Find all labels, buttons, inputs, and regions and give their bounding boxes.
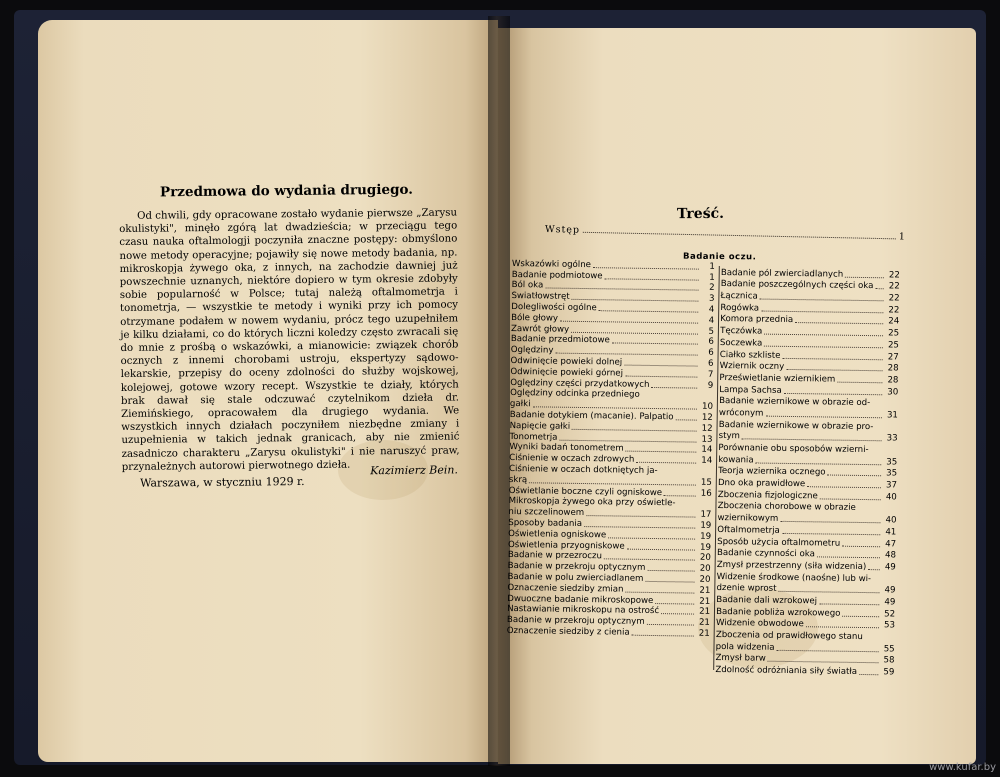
preface-paragraph: Od chwili, gdy opracowane zostało wydanie pierwsze „Zarysu okulistyki", minęło zgórą lat dwadzieścia; w przeciągu tego czasu nauka oftalmologji poczyniła znaczne postępy: obmyślono nowe metody operacyjne; pojawiły się nowe metody badania, np. mikroskopja żywego oka, z innych, na zachodzie dawniej już powszechnie uznanych, niektóre dopiero w tym okresie zdobyły sobie popularność w Polsce; tutaj należą oftalmometrja i tonometrja, — wszystkie te metody i wyniki przy ich pomocy otrzymane podałem w nowem wydaniu, prócz tego uzupełniłem je kilku działami, co do których liczni koledzy często zwracali się do mnie z prośbą o wskazówki, a mianowicie: związek chorób ocznych z innemi chorobami ustroju, ekspertyzy sądowo-lekarskie, przepisy do oceny zdolności do służby wojskowej, kolejowej, gotowe wzory recept. Wszystkie te działy, których brak dawał się stale odczuwać czytelnikom dzieła dr. Ziemińskiego, opracowałem dla drugiego wydania. We wszystkich innych działach poczyniłem niezbędne zmiany i uzupełnienia w takich jednak granicach, aby nie zmienić zasadniczo charakteru „Zarysu okulistyki" i nie naruszyć praw, przynależnych autorowi pierwotnego dzieła. xyxy=(119,207,460,473)
leader-dots xyxy=(584,526,695,529)
toc-entry-title: Oględziny xyxy=(510,345,554,356)
toc-entry-page: 28 xyxy=(887,363,899,374)
book-spine-gutter xyxy=(488,16,510,766)
leader-dots xyxy=(676,419,697,420)
leader-dots xyxy=(837,382,882,384)
leader-dots xyxy=(777,650,879,652)
toc-entry-title: Wziernik oczny xyxy=(719,361,785,373)
toc-entry-title: Oświetlenia ogniskowe xyxy=(508,528,607,541)
leader-dots xyxy=(661,613,694,614)
toc-entry-page: 59 xyxy=(883,667,895,678)
toc-entry-title: Badanie w przekroju optycznym xyxy=(506,615,645,627)
toc-entry-page: 35 xyxy=(886,457,898,468)
toc-entry-title: Oznaczenie siedziby z cienia xyxy=(506,625,630,638)
toc-entry-title: Badanie czynności oka xyxy=(716,548,815,560)
leader-dots xyxy=(599,310,699,312)
toc-entry-page: 3 xyxy=(708,293,715,305)
toc-entry-page: 19 xyxy=(700,531,712,542)
toc-entry-title: Tęczówka xyxy=(720,326,763,337)
leader-dots xyxy=(626,451,697,453)
toc-entry xyxy=(715,663,894,677)
toc-entry-title: Teorja wziernika ocznego xyxy=(718,466,826,478)
toc-entry-title: Rogówka xyxy=(720,302,760,314)
toc-entry-page: 22 xyxy=(888,281,900,292)
toc-entry-title: Sposoby badania xyxy=(508,517,583,529)
toc-entry-page: 35 xyxy=(886,468,898,479)
toc-entry xyxy=(717,570,896,584)
toc-entry-page: 49 xyxy=(884,562,896,573)
toc-entry-title: Oftalmometrja xyxy=(717,524,780,536)
author-name: Kazimierz Bein. xyxy=(370,463,459,478)
toc-entry-title: Badanie w przezroczu xyxy=(507,550,602,562)
toc-entry-page: 14 xyxy=(701,445,713,456)
toc-entry-page: 17 xyxy=(700,509,712,520)
preface-title: Przedmowa do wydania drugiego. xyxy=(159,181,414,201)
toc-entry-title: Ciśnienie w oczach zdrowych xyxy=(509,453,635,465)
leader-dots xyxy=(786,369,882,371)
toc-entry xyxy=(717,546,896,560)
leader-dots xyxy=(778,591,879,593)
toc-entry-page: 21 xyxy=(698,628,710,639)
toc-entry-title: Widzenie środkowe (naośne) lub wi- xyxy=(716,571,872,584)
toc-entry-title: Ciśnienie w oczach dotkniętych ja- xyxy=(508,463,658,476)
toc-entry-title: stym xyxy=(718,431,741,442)
toc-entry-page: 6 xyxy=(708,337,714,348)
toc-entry-title: wróconym xyxy=(718,407,764,419)
toc-entry-page: 21 xyxy=(699,585,711,596)
toc-intro-label: Wstęp xyxy=(544,224,581,236)
toc-entry-title: wziernikowym xyxy=(717,513,779,524)
toc-entry-title: Prześwietlanie wziernikiem xyxy=(719,372,836,385)
toc-entry-title: Badanie pól zwierciadlanych xyxy=(720,267,844,280)
toc-entry-title: dzenie wprost xyxy=(716,583,777,595)
toc-entry-title: Zmysł przestrzenny (siła widzenia) xyxy=(716,559,867,572)
toc-entry-page: 58 xyxy=(883,655,895,666)
toc-entry-page: 20 xyxy=(699,563,711,574)
toc-entry-page: 9 xyxy=(707,380,714,391)
leader-dots xyxy=(655,603,694,605)
leader-dots xyxy=(651,387,697,389)
toc-entry-page: 30 xyxy=(887,386,899,398)
leader-dots xyxy=(820,498,881,500)
leader-dots xyxy=(593,267,699,269)
toc-entry-title: Badanie poszczególnych części oka xyxy=(720,279,874,292)
toc-entry xyxy=(718,441,897,455)
leader-dots xyxy=(625,375,697,377)
toc-entry-page: 2 xyxy=(709,283,715,294)
leader-dots xyxy=(842,615,879,617)
toc-entry-page: 19 xyxy=(700,520,712,531)
contents-title: Treść. xyxy=(676,205,725,223)
toc-entry xyxy=(717,558,896,572)
toc-entry-title: Widzenie obwodowe xyxy=(715,618,804,630)
leader-dots xyxy=(586,515,695,518)
toc-entry xyxy=(716,605,895,619)
leader-dots xyxy=(625,591,694,593)
toc-section-heading: Badanie oczu. xyxy=(682,251,757,263)
toc-entry-page: 7 xyxy=(707,369,714,380)
toc-entry xyxy=(719,371,898,385)
toc-entry-title: Lampa Sachsa xyxy=(719,384,782,396)
toc-entry xyxy=(716,628,895,642)
leader-dots xyxy=(627,548,695,550)
toc-entry-title: Badanie wziernikowe w obrazie pro- xyxy=(718,419,874,432)
toc-entry-page: 33 xyxy=(886,433,898,444)
leader-dots xyxy=(845,276,884,278)
toc-entry-title: Światłowstręt xyxy=(511,291,570,302)
toc-entry-title: Łącznica xyxy=(720,291,758,302)
leader-dots xyxy=(806,627,879,629)
toc-entry-title: Badanie w przekroju optycznym xyxy=(507,561,646,574)
toc-entry-title: Oględziny odcinka przedniego xyxy=(510,388,640,401)
leader-dots xyxy=(764,345,883,348)
toc-entry-title: Ból oka xyxy=(511,280,544,291)
toc-entry-title: kowania xyxy=(718,454,754,466)
toc-entry-page: 21 xyxy=(698,617,710,628)
toc-intro-page: 1 xyxy=(898,231,905,243)
leader-dots xyxy=(612,343,698,345)
toc-entry xyxy=(716,593,895,607)
toc-entry-title: Bóle głowy xyxy=(511,312,559,324)
toc-entry-page: 37 xyxy=(885,480,898,491)
toc-entry-page: 53 xyxy=(883,620,896,631)
leader-dots xyxy=(819,603,879,605)
toc-entry-page: 25 xyxy=(888,328,900,339)
leader-dots xyxy=(828,475,882,477)
toc-entry-page: 20 xyxy=(699,574,711,585)
toc-entry xyxy=(717,535,896,549)
toc-entry-title: Zboczenia fizjologiczne xyxy=(717,489,818,502)
toc-entry-page: 27 xyxy=(887,351,899,362)
leader-dots xyxy=(765,416,881,419)
toc-entry-page: 6 xyxy=(708,358,714,369)
toc-entry-page: 16 xyxy=(700,488,712,499)
leader-dots xyxy=(632,635,694,637)
leader-dots xyxy=(859,674,878,675)
toc-entry-title: Soczewka xyxy=(719,337,763,349)
preface-text xyxy=(119,206,460,474)
toc-entry-title: pola widzenia xyxy=(715,641,775,653)
toc-entry-title: Odwinięcie powieki dolnej xyxy=(510,355,623,368)
leader-dots xyxy=(782,533,880,535)
leader-dots xyxy=(605,278,699,280)
toc-entry xyxy=(718,465,897,479)
toc-entry xyxy=(721,278,900,292)
leader-dots xyxy=(807,486,881,488)
toc-entry-title: Badanie wziernikowe w obrazie od- xyxy=(719,396,871,409)
leader-dots xyxy=(608,537,695,539)
toc-entry-page: 4 xyxy=(708,315,715,326)
toc-entry-page: 14 xyxy=(701,455,713,466)
leader-dots xyxy=(875,289,883,290)
leader-dots xyxy=(768,661,879,664)
toc-entry-page: 15 xyxy=(700,477,712,488)
toc-entry-title: Badanie w polu zwierciadlanem xyxy=(507,571,644,584)
toc-column-left xyxy=(507,258,715,639)
toc-entry-title: Oględziny części przydatkowych xyxy=(510,377,650,390)
toc-entry-page: 40 xyxy=(885,492,897,503)
toc-entry-page: 48 xyxy=(884,550,897,561)
toc-entry-title: Ciałko szkliste xyxy=(719,349,781,361)
toc-entry-title: Dwuoczne badanie mikroskopowe xyxy=(507,593,654,606)
toc-entry-page: 52 xyxy=(884,608,896,620)
toc-entry-page: 49 xyxy=(884,597,896,608)
toc-entry-page: 49 xyxy=(884,585,896,596)
leader-dots xyxy=(624,365,697,367)
toc-entry-title: Komora przednia xyxy=(720,314,794,326)
toc-entry-title: Zboczenia chorobowe w obrazie xyxy=(717,501,856,514)
toc-entry-page: 12 xyxy=(701,412,713,423)
toc-entry-title: Dolegliwości ogólne xyxy=(511,301,597,314)
toc-entry xyxy=(719,418,898,432)
toc-entry-page: 22 xyxy=(888,270,900,281)
toc-entry-page: 12 xyxy=(701,423,713,434)
toc-entry-title: Zawrót głowy xyxy=(510,323,570,335)
toc-entry xyxy=(721,266,900,280)
toc-entry-title: Tonometrja xyxy=(509,431,558,443)
toc-entry-title: Oznaczenie siedziby zmian xyxy=(507,582,624,595)
leader-dots xyxy=(784,392,882,394)
toc-entry-title: Wyniki badań tonometrem xyxy=(509,442,624,454)
toc-entry-title: Mikroskopja żywego oka przy oświetle- xyxy=(508,496,676,509)
toc-entry xyxy=(718,488,897,502)
toc-entry-page: 6 xyxy=(708,347,714,358)
leader-dots xyxy=(664,495,696,496)
toc-entry-page: 22 xyxy=(888,293,900,304)
toc-entry-title: Oświetlenia przyogniskowe xyxy=(507,539,625,552)
leader-dots xyxy=(782,357,882,359)
toc-entry-title: Badanie pobliża wzrokowego xyxy=(716,606,841,619)
leader-dots xyxy=(817,557,880,559)
toc-entry-page: 40 xyxy=(885,515,897,526)
watermark: www.kufar.by xyxy=(929,762,996,773)
toc-entry-title: Badanie przedmiotowe xyxy=(510,334,610,346)
toc-entry-page: 13 xyxy=(701,434,713,445)
toc-entry-title: Odwinięcie powieki górnej xyxy=(510,366,624,379)
toc-entry-title: Badanie dotykiem (macanie). Palpatio xyxy=(509,409,674,423)
toc-entry xyxy=(718,500,897,514)
toc-entry-title: Zdolność odróżniania siły światła xyxy=(715,665,858,678)
leader-dots xyxy=(647,570,694,572)
toc-entry-page: 55 xyxy=(883,643,895,655)
toc-entry-page: 24 xyxy=(888,316,900,327)
toc-entry-page: 10 xyxy=(701,401,714,412)
toc-entry-page: 1 xyxy=(709,272,715,283)
leader-dots xyxy=(842,545,880,547)
toc-entry xyxy=(719,395,898,409)
leader-dots xyxy=(868,569,880,570)
toc-entry-title: Porównanie obu sposobów wzierni- xyxy=(718,442,869,456)
toc-entry-page: 31 xyxy=(886,410,899,421)
toc-entry-title: Sposób użycia oftalmometru xyxy=(717,536,841,549)
toc-entry-title: skrą xyxy=(508,474,528,485)
toc-entry-page: 19 xyxy=(699,542,712,553)
leader-dots xyxy=(795,322,883,324)
toc-entry-title: Badanie dali wzrokowej xyxy=(716,594,818,607)
leader-dots xyxy=(604,559,695,561)
toc-entry-page: 21 xyxy=(699,606,711,618)
toc-entry-title: Napięcie gałki xyxy=(509,420,571,432)
toc-entry-page: 47 xyxy=(885,538,897,549)
leader-dots xyxy=(647,624,694,626)
toc-entry-page: 5 xyxy=(708,326,715,337)
toc-entry-page: 21 xyxy=(699,596,711,607)
toc-column-right xyxy=(715,266,900,678)
toc-entry-title: Badanie podmiotowe xyxy=(511,269,603,281)
toc-entry-title: Zmysł barw xyxy=(715,653,766,665)
toc-entry-page: 25 xyxy=(887,340,899,351)
toc-entry-title: gałki xyxy=(509,399,531,410)
toc-entry-page: 28 xyxy=(887,375,899,386)
toc-entry-title: Oświetlanie boczne czyli ogniskowe xyxy=(508,485,663,498)
leader-dots xyxy=(645,581,694,583)
toc-entry-page: 1 xyxy=(709,261,715,272)
leader-dots xyxy=(780,521,880,523)
toc-entry-page: 41 xyxy=(885,527,897,538)
toc-entry-title: niu szczelinowem xyxy=(508,507,585,519)
toc-entry-page: 4 xyxy=(708,304,715,315)
toc-entry-title: Zboczenia od prawidłowego stanu xyxy=(715,629,863,643)
toc-entry-title: Nastawianie mikroskopu na ostrość xyxy=(507,604,660,617)
toc-entry-title: Wskazówki ogólne xyxy=(511,258,592,270)
place-date: Warszawa, w styczniu 1929 r. xyxy=(140,474,305,490)
toc-entry-title: Dno oka prawidłowe xyxy=(717,478,806,490)
toc-entry-page: 22 xyxy=(888,305,900,316)
toc-entry-page: 20 xyxy=(699,552,711,564)
leader-dots xyxy=(636,462,696,464)
